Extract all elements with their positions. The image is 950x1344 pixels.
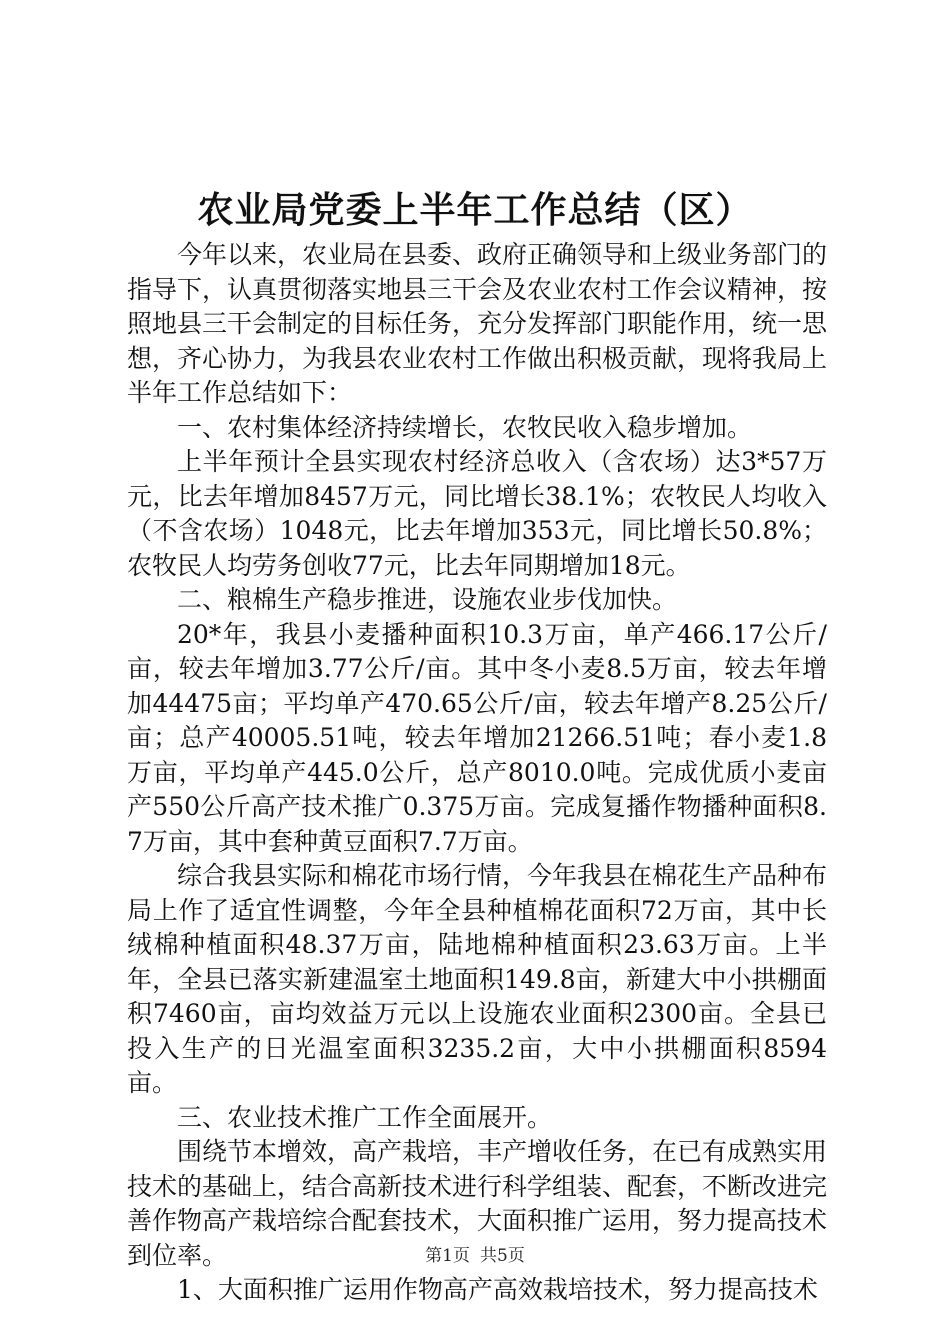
paragraph-income: 上半年预计全县实现农村经济总收入（含农场）达3*57万元，比去年增加8457万元，同比增长38.1%；农牧民人均收入（不含农场）1048元，比去年增加353元，同比增长50.8%；农牧民人均劳务创收77元，比去年同期增加18元。 <box>127 447 827 580</box>
page-number: 第1页 <box>425 1246 470 1266</box>
section-heading-1: 一、农村集体经济持续增长，农牧民收入稳步增加。 <box>177 412 753 442</box>
section-heading-3: 三、农业技术推广工作全面展开。 <box>177 1102 553 1132</box>
section-heading-2: 二、粮棉生产稳步推进，设施农业步伐加快。 <box>177 585 678 614</box>
page-total: 共5页 <box>480 1246 525 1266</box>
paragraph-intro: 今年以来，农业局在县委、政府正确领导和上级业务部门的指导下，认真贯彻落实地县三干会及农业农村工作会议精神，按照地县三干会制定的目标任务，充分发挥部门职能作用，统一思想，齐心协力，为我县农业农村工作做出积极贡献，现将我局上半年工作总结如下： <box>127 240 828 407</box>
page-footer <box>0 1244 950 1268</box>
paragraph-technology: 围绕节本增效，高产栽培，丰产增收任务，在已有成熟实用技术的基础上，结合高新技术进行科学组装、配套，不断改进完善作物高产栽培综合配套技术，大面积推广运用，努力提高技术到位率。 <box>127 1137 828 1270</box>
document-body <box>127 238 827 1308</box>
paragraph-wheat: 20*年，我县小麦播种面积10.3万亩，单产466.17公斤/亩，较去年增加3.77公斤/亩。其中冬小麦8.5万亩，较去年增加44475亩；平均单产470.65公斤/亩，较去年增产8.25公斤/亩；总产40005.51吨，较去年增加21266.51吨；春小麦1.8万亩，平均单产445.0公斤，总产8010.0吨。完成优质小麦亩产550公斤高产技术推广0.375万亩。完成复播作物播种面积8.7万亩，其中套种黄豆面积7.7万亩。 <box>127 619 827 856</box>
paragraph-cotton: 综合我县实际和棉花市场行情，今年我县在棉花生产品种布局上作了适宜性调整，今年全县种植棉花面积72万亩，其中长绒棉种植面积48.37万亩，陆地棉种植面积23.63万亩。上半年，全县已落实新建温室土地面积149.8亩，新建大中小拱棚面积7460亩，亩均效益万元以上设施农业面积2300亩。全县已投入生产的日光温室面积3235.2亩，大中小拱棚面积8594亩。 <box>127 861 828 1097</box>
document-title: 农业局党委上半年工作总结（区） <box>197 189 753 231</box>
paragraph-item-1: 1、大面积推广运用作物高产高效栽培技术，努力提高技术 <box>177 1275 818 1304</box>
